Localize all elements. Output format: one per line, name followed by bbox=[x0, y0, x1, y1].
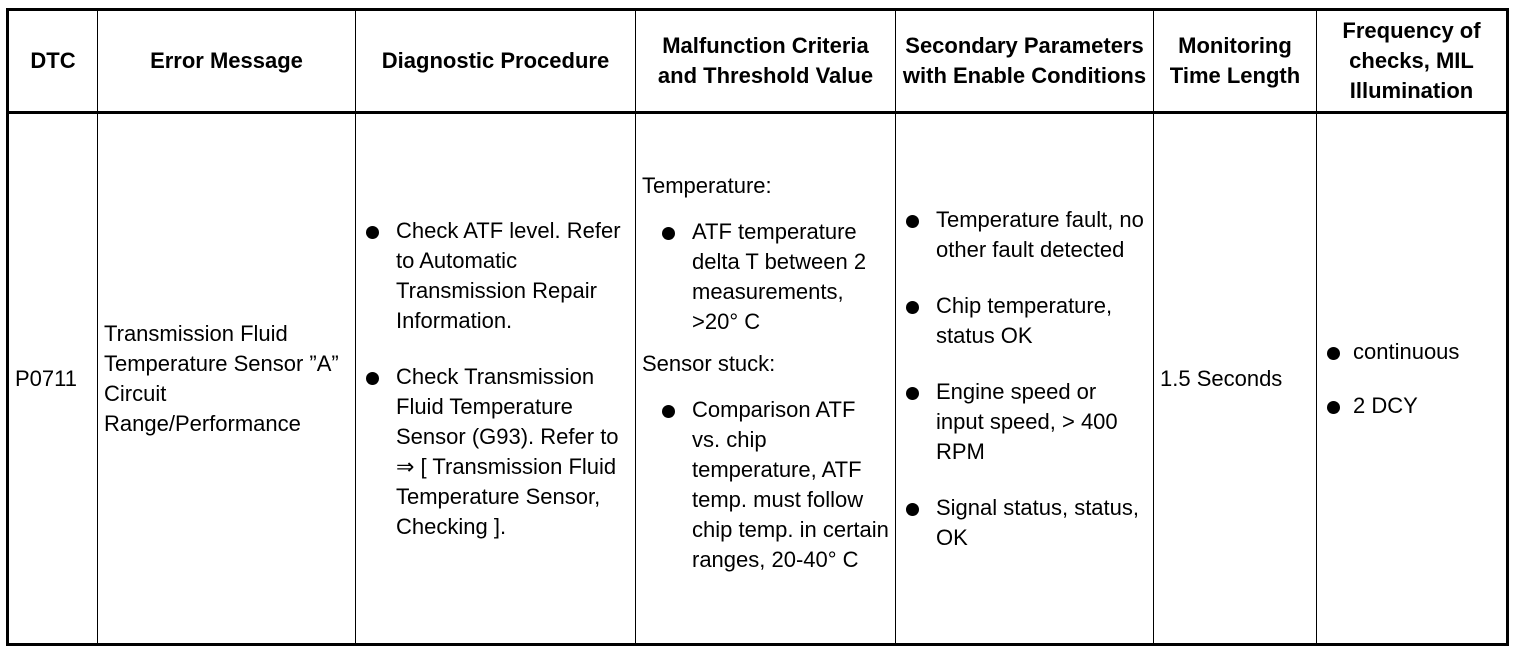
error-message: Transmission Fluid Temperature Sensor ”A” Circuit Range/Performance bbox=[98, 113, 356, 645]
diagnostic-procedure-cell bbox=[356, 113, 636, 645]
parameter-item: Chip temperature, status OK bbox=[902, 291, 1147, 351]
criteria-temperature-label: Temperature: bbox=[642, 172, 772, 198]
procedure-item: Check Transmission Fluid Temperature Sensor (G93). Refer to ⇒ [ Transmission Fluid Temperature Sensor, Checking ]. bbox=[362, 362, 629, 542]
header-malfunction-criteria: Malfunction Criteria and Threshold Value bbox=[636, 10, 896, 113]
parameter-item: Engine speed or input speed, > 400 RPM bbox=[902, 377, 1147, 467]
malfunction-criteria-cell bbox=[636, 113, 896, 645]
frequency-cell bbox=[1317, 113, 1508, 645]
header-secondary-parameters: Secondary Parameters with Enable Conditions bbox=[896, 10, 1154, 113]
dtc-code: P0711 bbox=[8, 113, 98, 645]
header-frequency: Frequency of checks, MIL Illumination bbox=[1317, 10, 1508, 113]
criteria-item: ATF temperature delta T between 2 measurements, >20° C bbox=[658, 217, 889, 337]
monitoring-time: 1.5 Seconds bbox=[1154, 113, 1317, 645]
dtc-table bbox=[6, 8, 1509, 646]
criteria-stuck-label: Sensor stuck: bbox=[642, 350, 776, 376]
criteria-item: Comparison ATF vs. chip temperature, ATF temp. must follow chip temp. in certain ranges, 20-40° C bbox=[658, 395, 889, 575]
parameter-item: Temperature fault, no other fault detected bbox=[902, 205, 1147, 265]
table-row bbox=[8, 113, 1508, 645]
frequency-item: 2 DCY bbox=[1323, 391, 1500, 421]
header-dtc: DTC bbox=[8, 10, 98, 113]
header-monitoring-time: Monitoring Time Length bbox=[1154, 10, 1317, 113]
header-error-message: Error Message bbox=[98, 10, 356, 113]
parameter-item: Signal status, status, OK bbox=[902, 493, 1147, 553]
frequency-item: continuous bbox=[1323, 337, 1500, 367]
header-diagnostic-procedure: Diagnostic Procedure bbox=[356, 10, 636, 113]
secondary-parameters-cell bbox=[896, 113, 1154, 645]
procedure-item: Check ATF level. Refer to Automatic Transmission Repair Information. bbox=[362, 216, 629, 336]
header-row bbox=[8, 10, 1508, 113]
